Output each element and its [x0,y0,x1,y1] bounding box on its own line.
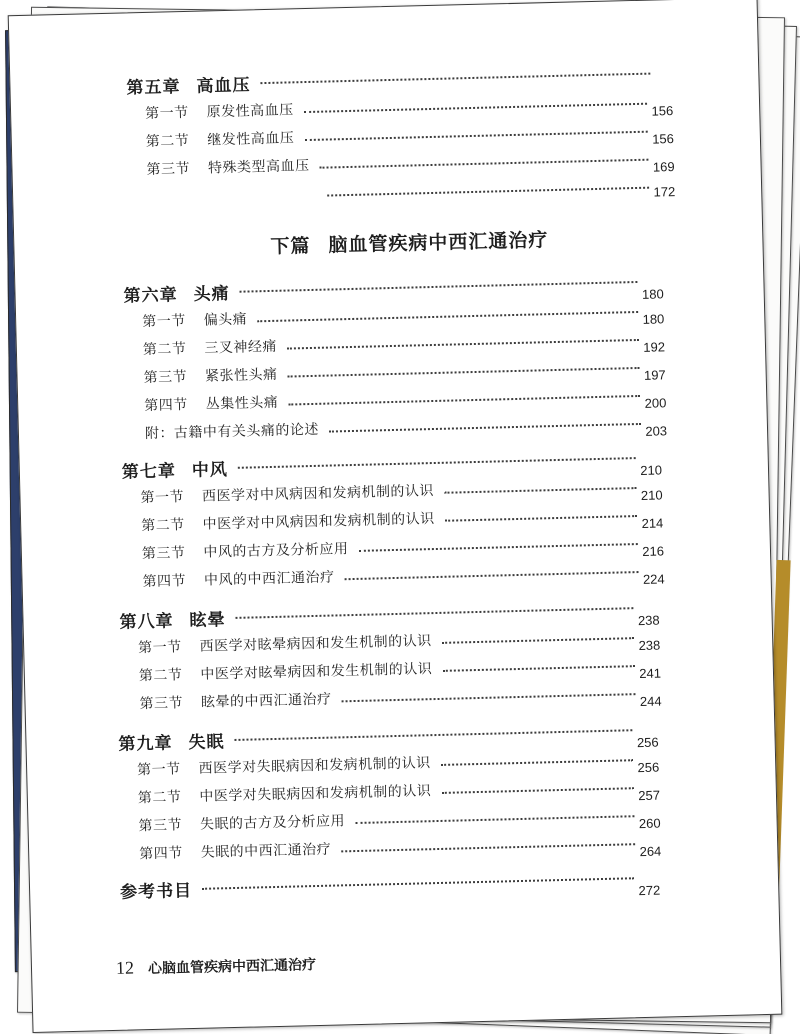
dot-leader [342,693,636,702]
section-title: 西医学对眩晕病因和发生机制的认识 [199,633,432,655]
part-number: 下篇 [270,234,311,258]
section-title: 西医学对中风病因和发病机制的认识 [201,483,435,505]
dot-leader [441,787,634,794]
dot-leader [202,877,634,890]
dot-leader [319,159,648,169]
section-number: 第三节 [146,160,191,178]
dot-leader [235,607,633,619]
part-title: 脑血管疾病中西汇通治疗 [328,229,549,257]
page-number: 192 [643,339,666,355]
chapter-title: 中风 [191,460,229,481]
part-heading [270,225,549,259]
page-footer [116,953,316,979]
page-number: 272 [638,882,661,899]
page-number: 216 [642,543,665,559]
page-number: 156 [652,131,675,147]
page-number: 214 [641,515,664,531]
dot-leader [257,311,638,322]
section-number: 第三节 [139,695,184,713]
appendix-marker: 附： [144,425,175,443]
dot-leader [238,457,636,469]
dot-leader [444,487,637,494]
section-number: 第三节 [138,817,183,835]
chapter-title: 高血压 [196,75,251,97]
chapter-number: 第七章 [121,461,177,483]
page-number: 244 [639,693,662,710]
references-entry[interactable] [120,865,660,902]
page-number: 210 [640,487,663,503]
chapter-title: 头痛 [193,283,230,305]
page-number: 210 [640,462,663,478]
references-title: 参考书目 [119,881,193,903]
section-number: 第四节 [139,845,183,863]
section-number: 第一节 [136,761,181,779]
section-title: 继发性高血压 [207,130,295,149]
section-title: 中医学对眩晕病因和发生机制的认识 [200,661,433,683]
page-number: 264 [639,843,662,860]
dot-leader [288,367,640,378]
section-number: 第一节 [144,104,189,122]
section-number: 第二节 [141,517,185,535]
section-number: 第四节 [142,573,187,591]
dot-leader [287,339,639,350]
dot-leader [358,543,638,552]
page-number: 257 [638,787,661,804]
dot-leader [355,815,635,824]
section-title: 三叉神经痛 [204,338,278,357]
chapter-number: 第八章 [119,611,174,633]
section-title: 丛集性头痛 [205,394,279,413]
section-title: 失眠的古方及分析应用 [199,813,346,833]
page-number: 180 [642,311,665,327]
dot-leader [442,665,635,672]
section-number: 第二节 [145,132,190,150]
section-title: 失眠的中西汇通治疗 [200,841,332,861]
section-number: 第一节 [138,639,182,657]
section-title: 偏头痛 [203,311,248,329]
dot-leader [445,515,638,522]
dot-leader [234,729,632,741]
section-title: 中医学对中风病因和发病机制的认识 [202,511,435,533]
chapter-number: 第九章 [118,733,173,755]
section-title: 中风的中西汇通治疗 [203,569,335,589]
section-title: 原发性高血压 [206,102,294,121]
dot-leader [327,187,649,197]
dot-leader [239,281,637,293]
page-number: 180 [641,286,664,302]
page-number: 172 [653,184,676,200]
dot-leader [260,73,650,85]
dot-leader [441,759,634,766]
dot-leader [329,423,641,433]
section-number: 第一节 [142,313,186,331]
dot-leader [304,103,648,113]
toc-page [8,0,783,1033]
page-number: 156 [651,103,674,119]
section-title: 紧张性头痛 [204,366,278,385]
page-number: 256 [636,734,659,751]
dot-leader [304,131,648,141]
running-title: 心脑血管疾病中西汇通治疗 [147,957,317,978]
page-number: 260 [638,815,661,832]
section-number: 第四节 [144,397,188,415]
section-title: 眩晕的中西汇通治疗 [200,691,332,711]
dot-leader [442,637,635,644]
dot-leader [341,843,635,852]
page-number: 197 [643,367,666,383]
page-number: 238 [637,612,660,629]
section-number: 第一节 [140,489,185,507]
dot-leader [345,571,639,580]
page-number: 256 [637,759,660,776]
section-title: 中风的古方及分析应用 [203,541,349,561]
page-number: 241 [639,665,662,682]
section-title: 特殊类型高血压 [207,157,310,177]
page-number: 200 [644,395,667,411]
page-number: 169 [652,159,675,175]
page-number: 203 [645,423,668,439]
dot-leader [288,395,640,406]
section-number: 第二节 [142,341,187,359]
section-number: 第二节 [138,667,183,685]
page-number: 238 [638,637,661,654]
chapter-number: 第六章 [123,285,178,307]
section-title: 中医学对失眠病因和发病机制的认识 [199,783,432,805]
section-number: 第三节 [143,369,188,387]
section-title: 古籍中有关头痛的论述 [173,421,320,442]
page-number: 224 [642,571,665,587]
chapter-title: 眩晕 [189,610,226,632]
section-number: 第二节 [137,789,182,807]
section-title: 西医学对失眠病因和发病机制的认识 [198,755,431,777]
table-of-contents [9,0,782,1032]
chapter-title: 失眠 [188,732,225,754]
folio-number: 12 [115,957,135,978]
section-number: 第三节 [141,545,186,563]
chapter-number: 第五章 [126,77,181,99]
